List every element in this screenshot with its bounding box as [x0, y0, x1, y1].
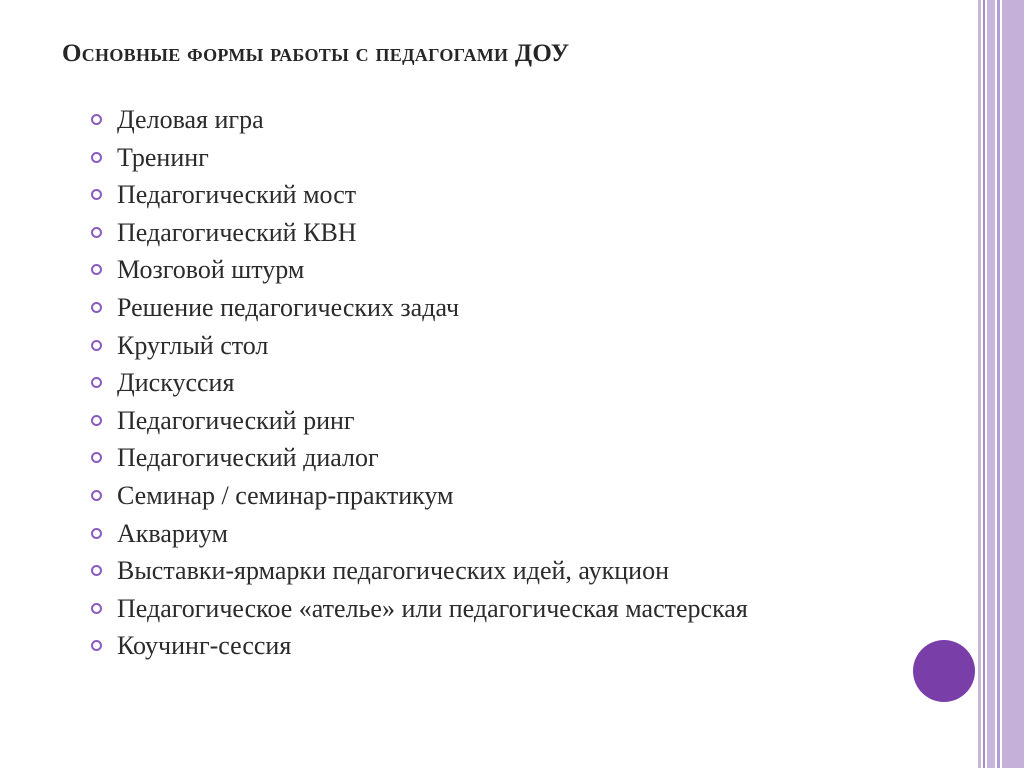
- list-item-text: Педагогический КВН: [117, 217, 357, 247]
- circle-bullet-icon: [91, 377, 102, 388]
- stripe: [983, 0, 985, 768]
- stripe: [997, 0, 1000, 768]
- circle-bullet-icon: [91, 302, 102, 313]
- list-item: [90, 552, 960, 590]
- circle-bullet-icon: [91, 528, 102, 539]
- stripe: [987, 0, 995, 768]
- list-item: [90, 364, 960, 402]
- list-item-text: Дискуссия: [117, 368, 235, 398]
- list-item-text: Деловая игра: [117, 105, 264, 134]
- list-item-text: Педагогический ринг: [117, 405, 355, 435]
- circle-bullet-icon: [91, 603, 102, 614]
- list-item: [90, 139, 960, 177]
- slide-title: Основные формы работы с педагогами ДОУ: [62, 40, 570, 67]
- list-item-text: Семинар / семинар-практикум: [117, 480, 454, 510]
- list-item: [90, 402, 960, 440]
- list-item: [90, 590, 960, 628]
- stripe: [978, 0, 981, 768]
- circle-bullet-icon: [91, 340, 102, 351]
- circle-bullet-icon: [91, 152, 102, 163]
- list-item-text: Коучинг-сессия: [117, 631, 292, 661]
- circle-bullet-icon: [91, 114, 102, 125]
- list-item-text: Круглый стол: [117, 330, 269, 360]
- list-item-text: Педагогический мост: [117, 180, 357, 210]
- list-item: [90, 515, 960, 553]
- decorative-stripes: [978, 0, 1024, 768]
- list-item: [90, 627, 960, 665]
- list-item-text: Аквариум: [117, 518, 228, 548]
- list-item: [90, 101, 960, 139]
- circle-bullet-icon: [91, 640, 102, 651]
- list-item: [90, 439, 960, 477]
- list-item: [90, 477, 960, 515]
- list-item-text: Выставки-ярмарки педагогических идей, аукцион: [117, 556, 669, 586]
- list-item-text: Мозговой штурм: [117, 255, 305, 285]
- list-item: [90, 176, 960, 214]
- list-item: [90, 214, 960, 252]
- circle-bullet-icon: [91, 452, 102, 463]
- circle-bullet-icon: [91, 415, 102, 426]
- list-item: [90, 327, 960, 365]
- bullet-list: [90, 101, 960, 665]
- circle-bullet-icon: [91, 264, 102, 275]
- circle-bullet-icon: [91, 227, 102, 238]
- circle-bullet-icon: [91, 490, 102, 501]
- list-item: [90, 251, 960, 289]
- list-item: [90, 289, 960, 327]
- list-item-text: Тренинг: [117, 142, 209, 172]
- accent-circle: [913, 640, 975, 702]
- list-item-text: Педагогическое «ателье» или педагогическая мастерская: [117, 593, 748, 623]
- list-item-text: Решение педагогических задач: [117, 292, 460, 322]
- stripe: [1002, 0, 1024, 768]
- list-item-text: Педагогический диалог: [117, 443, 379, 473]
- circle-bullet-icon: [91, 189, 102, 200]
- circle-bullet-icon: [91, 565, 102, 576]
